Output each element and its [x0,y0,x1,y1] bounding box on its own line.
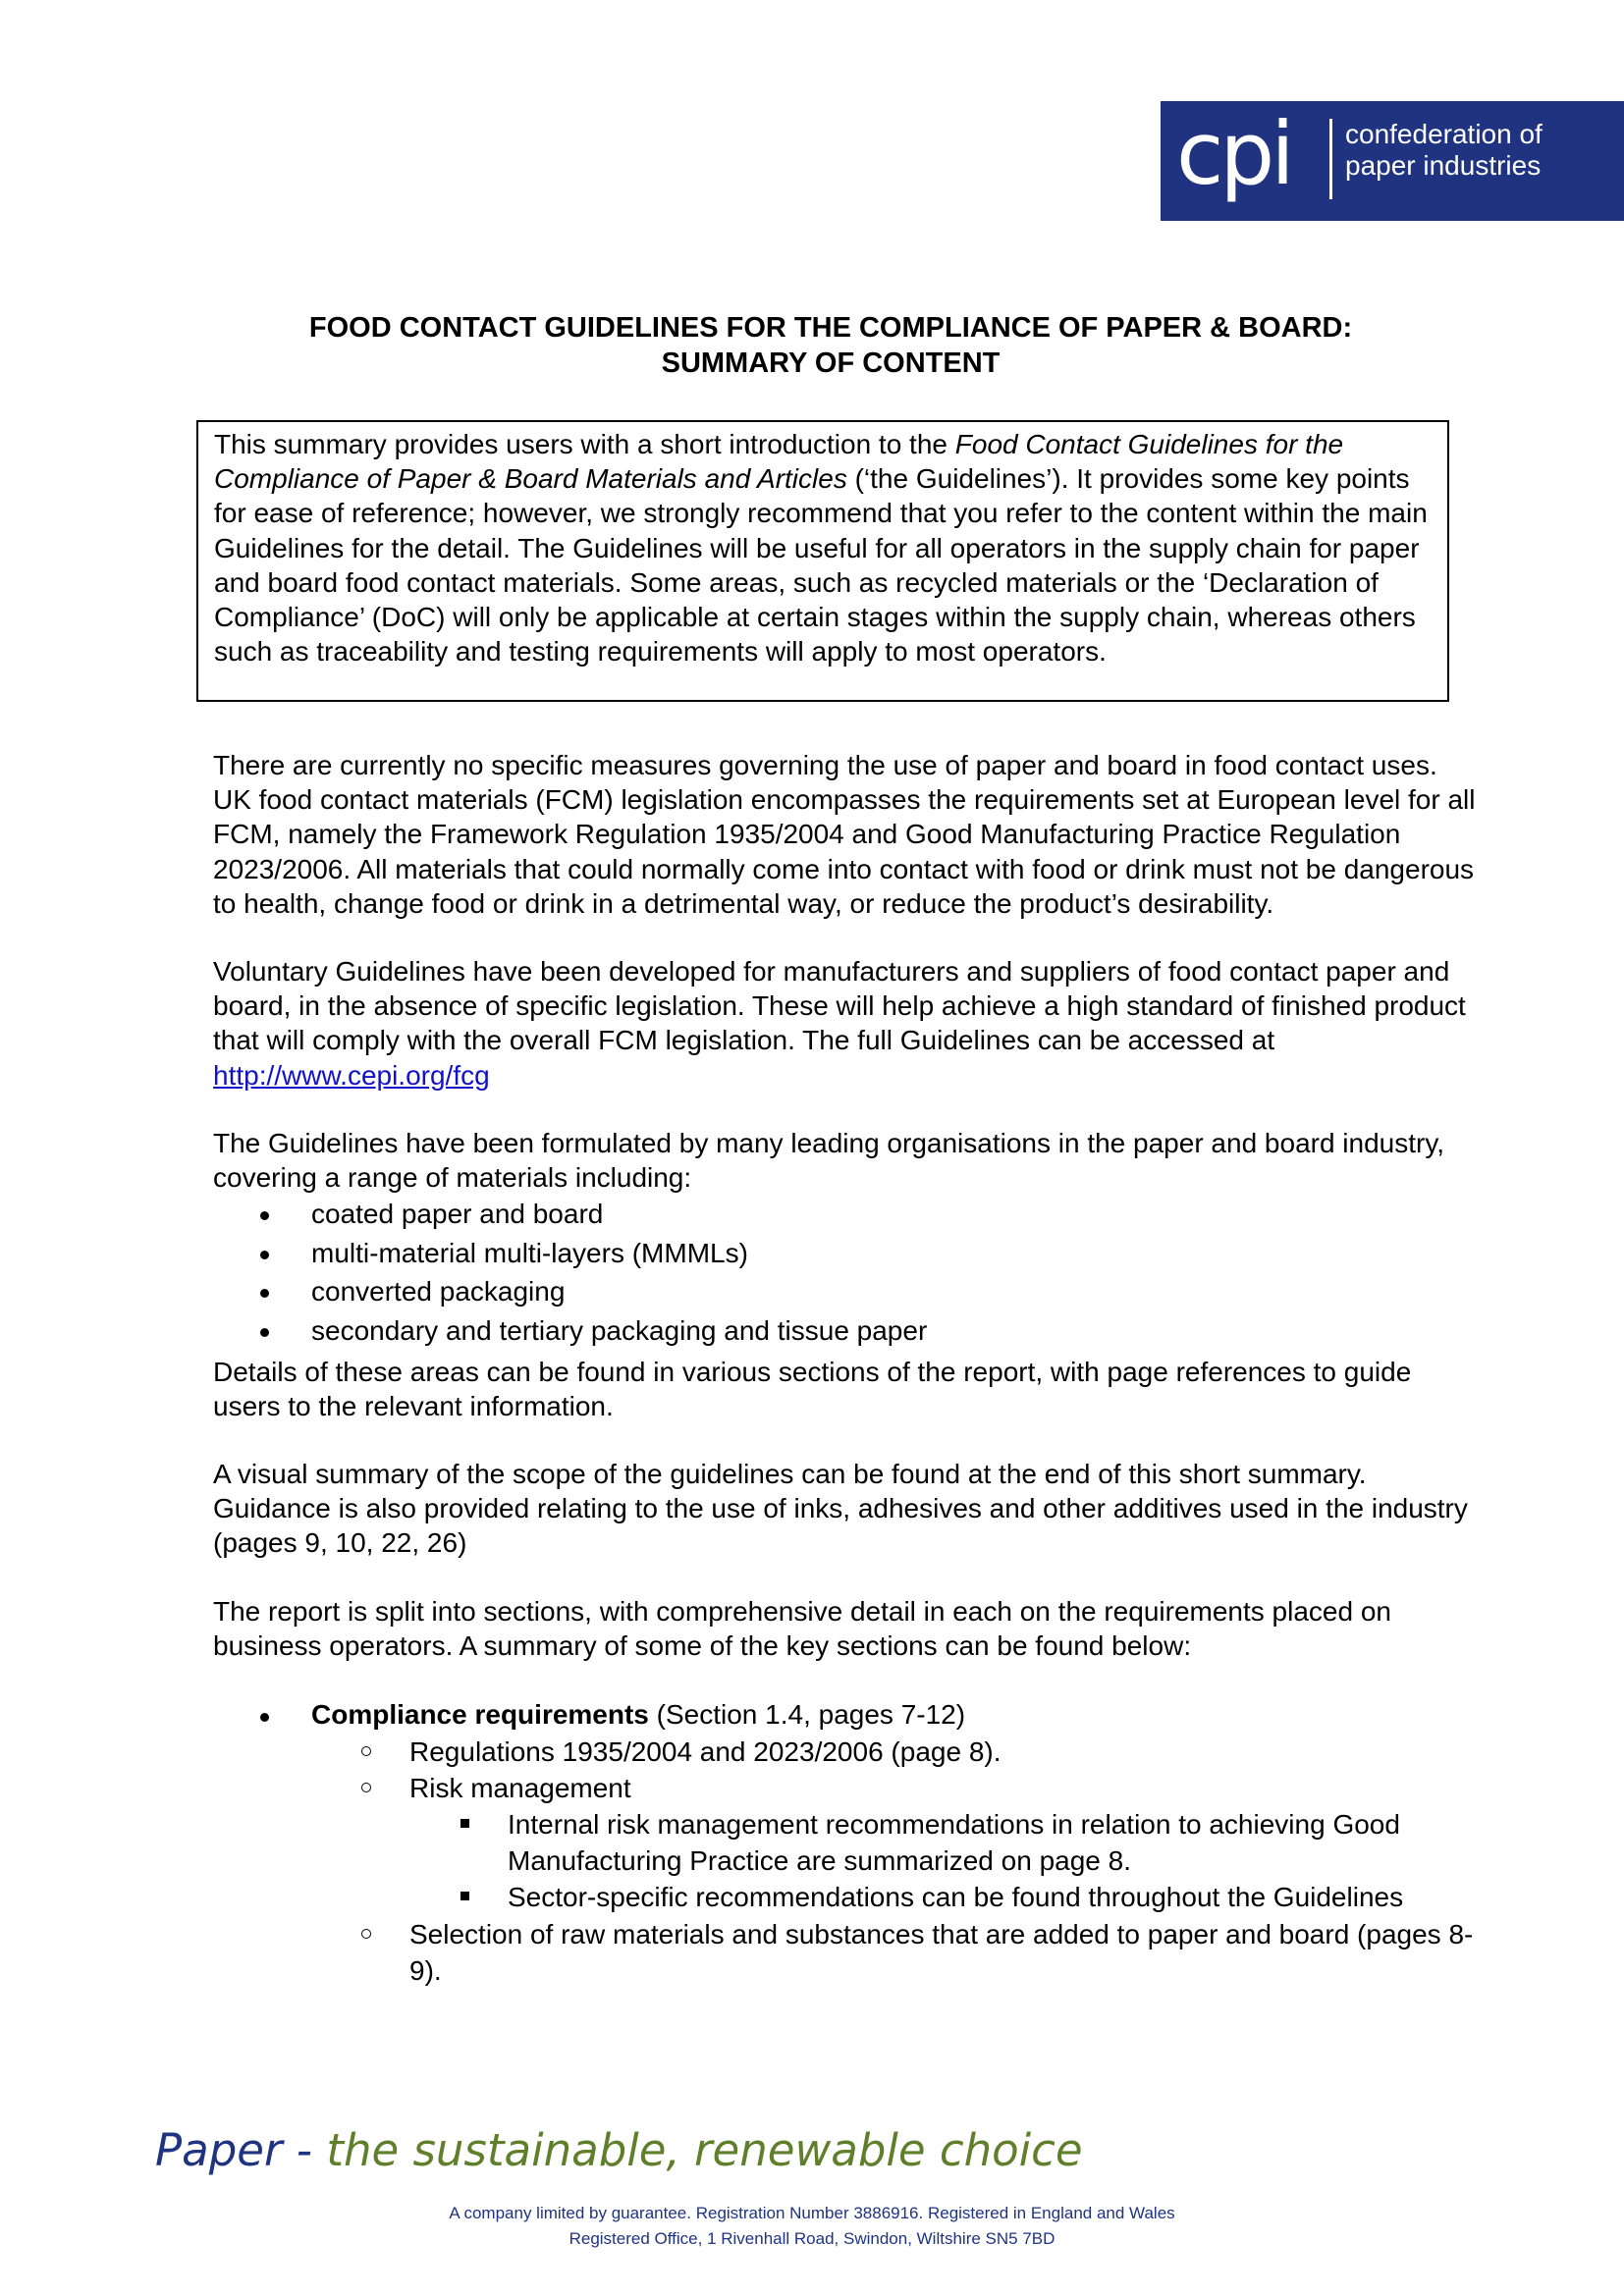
sub-sub-list-item [213,1806,1480,1879]
sub-item-text: Selection of raw materials and substances that are added to paper and board (pages 8-9). [409,1918,1474,1986]
footer-line-2: Registered Office, 1 Rivenhall Road, Swindon, Wiltshire SN5 7BD [568,2229,1056,2248]
logo-mark: cpi [1176,103,1291,204]
summary-text-b: (‘the Guidelines’). It provides some key points for ease of reference; however, we strongly recommend that you refer to the content within the main Guidelines for the detail. The Guidelines will be useful for all operators in the supply chain for paper and board food contact materials. Some areas, such as recycled materials or the ‘Declaration of Compliance’ (DoC) will only be applicable at certain stages within the supply chain, whereas others such as traceability and testing requirements will apply to most operators. [214,463,1428,667]
materials-list [213,1195,1480,1350]
title-line-2: SUMMARY OF CONTENT [661,347,1001,379]
sub-item-text: Regulations 1935/2004 and 2023/2006 (page 8). [409,1735,1001,1767]
list-item [213,1272,1480,1311]
tagline-part-2: the sustainable, renewable choice [326,2124,1083,2176]
key-sections-list [213,1696,1480,1989]
tagline-part-1: Paper - [155,2124,327,2176]
list-item-text: converted packaging [311,1276,566,1308]
document-title [177,310,1485,381]
sub-list-item [213,1770,1480,1806]
list-item [213,1234,1480,1273]
paragraph-formulated: The Guidelines have been formulated by many leading organisations in the paper and board industry, covering a range of materials including: [213,1127,1445,1194]
paragraph-details: Details of these areas can be found in various sections of the report, with page references to guide users to the relevant information. [213,1356,1412,1421]
logo-line-2: paper industries [1345,150,1542,181]
sub-item-text: Risk management [409,1772,631,1803]
cpi-logo [1161,101,1624,221]
bullet-icon [260,1328,269,1337]
sub-sub-item-text: Internal risk management recommendations in relation to achieving Good Manufacturing Practice are summarized on page 8. [508,1808,1400,1877]
list-item-text: multi-material multi-layers (MMMLs) [311,1237,748,1268]
circle-bullet-icon [361,1783,371,1792]
list-item [213,1195,1480,1234]
paragraph-text: Voluntary Guidelines have been developed for manufacturers and suppliers of food contact paper and board, in the absence of specific legislation. These will help achieve a high standard of finished product that will comply with the overall FCM legislation. The full Guidelines can be accessed at [213,956,1466,1056]
sub-sub-list-item [213,1879,1480,1915]
bullet-icon [260,1713,269,1722]
bullet-icon [260,1211,269,1220]
footer-line-1: A company limited by guarantee. Registration Number 3886916. Registered in England and Wales [449,2204,1175,2222]
sub-list-item [213,1916,1480,1989]
list-item [213,1696,1480,1734]
paragraph-report-sections: The report is split into sections, with comprehensive detail in each on the requirements placed on business operators. A summary of some of the key sections can be found below: [213,1595,1391,1661]
tagline [155,2123,1083,2178]
circle-bullet-icon [361,1929,371,1939]
paragraph-visual-summary: A visual summary of the scope of the guidelines can be found at the end of this short summary. Guidance is also provided relating to the use of inks, adhesives and other additives used in the industry (pages 9, 10, 22, 26) [213,1459,1468,1559]
summary-box [196,420,1449,702]
sub-sub-item-text: Sector-specific recommendations can be found throughout the Guidelines [508,1882,1404,1913]
bullet-icon [260,1289,269,1298]
summary-text-a: This summary provides users with a short introduction to the [214,429,955,459]
section-reference: (Section 1.4, pages 7-12) [648,1699,966,1731]
section-heading: Compliance requirements [311,1699,649,1731]
list-item [213,1311,1480,1351]
title-line-1: FOOD CONTACT GUIDELINES FOR THE COMPLIANCE OF PAPER & BOARD: [308,312,1353,344]
paragraph-legislation: There are currently no specific measures governing the use of paper and board in food contact uses. UK food contact materials (FCM) legislation encompasses the requirements set at European level for all FCM, namely the Framework Regulation 1935/2004 and Good Manufacturing Practice Regulation 2023/2006. All materials that could normally come into contact with food or drink must not be dangerous to health, change food or drink in a detrimental way, or reduce the product’s desirability. [213,750,1476,919]
logo-text [1345,119,1543,182]
guidelines-link[interactable]: http://www.cepi.org/fcg [213,1059,490,1091]
logo-line-1: confederation of [1345,119,1543,149]
circle-bullet-icon [361,1746,371,1756]
list-item-text: coated paper and board [311,1199,604,1230]
square-bullet-icon [460,1819,469,1828]
sub-list-item [213,1734,1480,1770]
paragraph-voluntary-guidelines [213,954,1480,1093]
guidelines-title: Food Contact Guidelines for the Compliance of Paper & Board Materials and Articles [214,429,1344,495]
document-body [213,748,1480,1989]
logo-divider [1329,119,1332,199]
bullet-icon [260,1251,269,1259]
footer [0,2201,1624,2252]
square-bullet-icon [460,1892,469,1900]
list-item-text: secondary and tertiary packaging and tissue paper [311,1315,928,1347]
